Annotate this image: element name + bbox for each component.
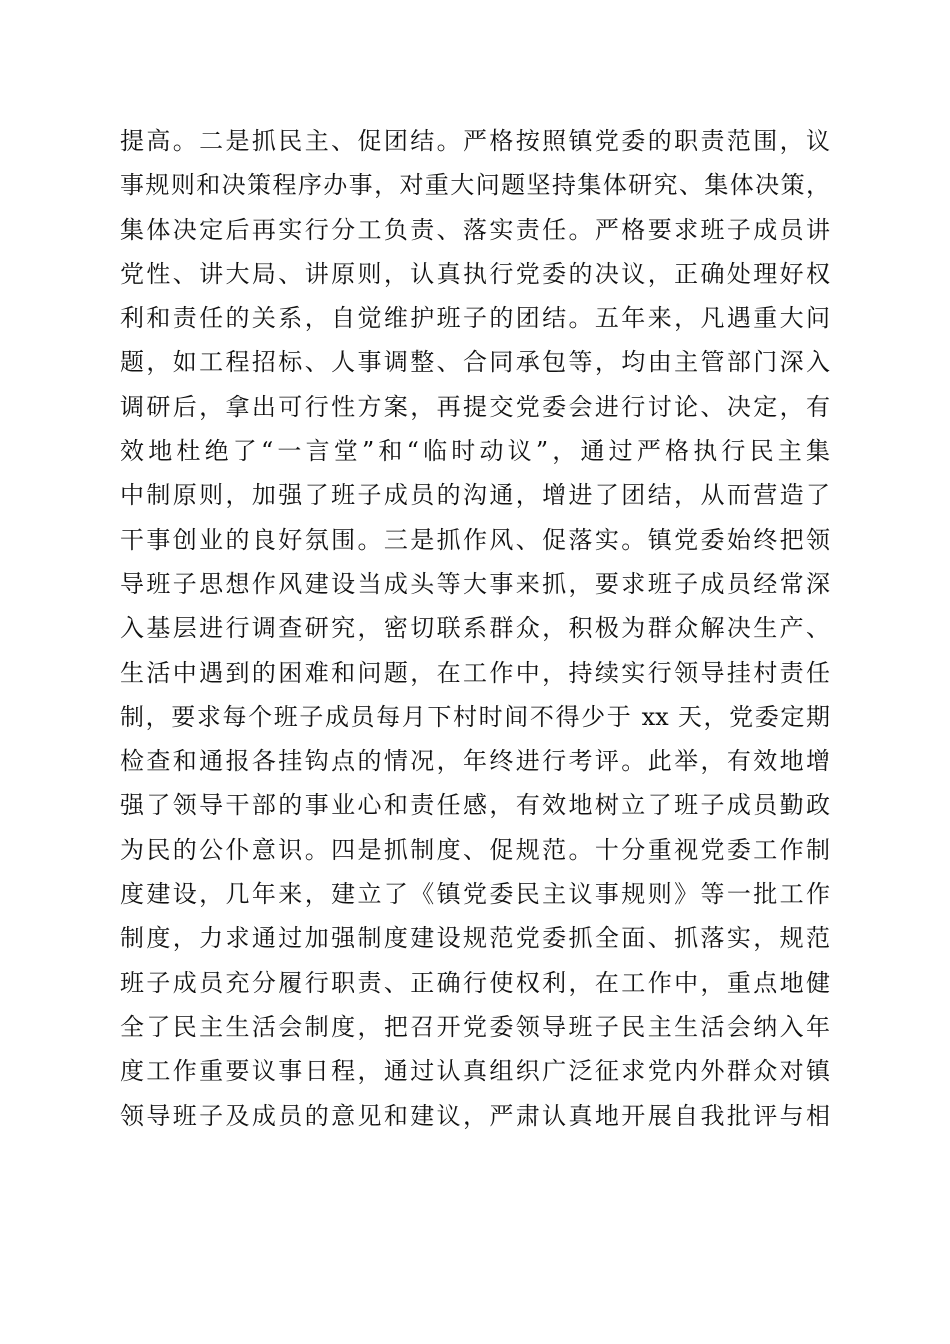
text-line-1: 提高。二是抓民主、促团结。严格按照镇党委的职责范围，议	[120, 127, 830, 155]
text-line-20: 班子成员充分履行职责、正确行使权利，在工作中，重点地健	[120, 968, 830, 997]
text-line-5: 利和责任的关系，自觉维护班子的团结。五年来，凡遇重大问	[120, 304, 830, 333]
text-line-9: 中制原则，加强了班子成员的沟通，增进了团结，从而营造了	[120, 481, 830, 510]
text-line-4: 党性、讲大局、讲原则，认真执行党委的决议，正确处理好权	[120, 259, 830, 288]
text-line-23: 领导班子及成员的意见和建议，严肃认真地开展自我批评与相	[120, 1101, 830, 1130]
text-line-10: 干事创业的良好氛围。三是抓作风、促落实。镇党委始终把领	[120, 525, 830, 554]
text-line-13: 生活中遇到的困难和问题，在工作中，持续实行领导挂村责任	[120, 658, 830, 687]
text-line-16: 强了领导干部的事业心和责任感，有效地树立了班子成员勤政	[120, 791, 830, 820]
text-line-6: 题，如工程招标、人事调整、合同承包等，均由主管部门深入	[120, 348, 830, 377]
text-line-14: 制，要求每个班子成员每月下村时间不得少于 xx 天，党委定期	[120, 702, 830, 731]
text-line-8: 效地杜绝了“一言堂”和“临时动议”，通过严格执行民主集	[120, 437, 830, 466]
body-paragraph	[120, 119, 830, 1138]
text-line-17: 为民的公仆意识。四是抓制度、促规范。十分重视党委工作制	[120, 835, 830, 864]
text-line-21: 全了民主生活会制度，把召开党委领导班子民主生活会纳入年	[120, 1012, 830, 1041]
text-line-15: 检查和通报各挂钩点的情况，年终进行考评。此举，有效地增	[120, 747, 830, 776]
text-line-19: 制度，力求通过加强制度建设规范党委抓全面、抓落实，规范	[120, 924, 830, 953]
text-line-18: 度建设，几年来，建立了《镇党委民主议事规则》等一批工作	[120, 880, 830, 909]
text-line-3: 集体决定后再实行分工负责、落实责任。严格要求班子成员讲	[120, 215, 830, 244]
text-line-11: 导班子思想作风建设当成头等大事来抓，要求班子成员经常深	[120, 569, 830, 598]
text-line-22: 度工作重要议事日程，通过认真组织广泛征求党内外群众对镇	[120, 1057, 830, 1086]
text-line-7: 调研后，拿出可行性方案，再提交党委会进行讨论、决定，有	[120, 392, 830, 421]
text-line-2: 事规则和决策程序办事，对重大问题坚持集体研究、集体决策，	[120, 171, 830, 200]
text-line-12: 入基层进行调查研究，密切联系群众，积极为群众解决生产、	[120, 614, 830, 643]
